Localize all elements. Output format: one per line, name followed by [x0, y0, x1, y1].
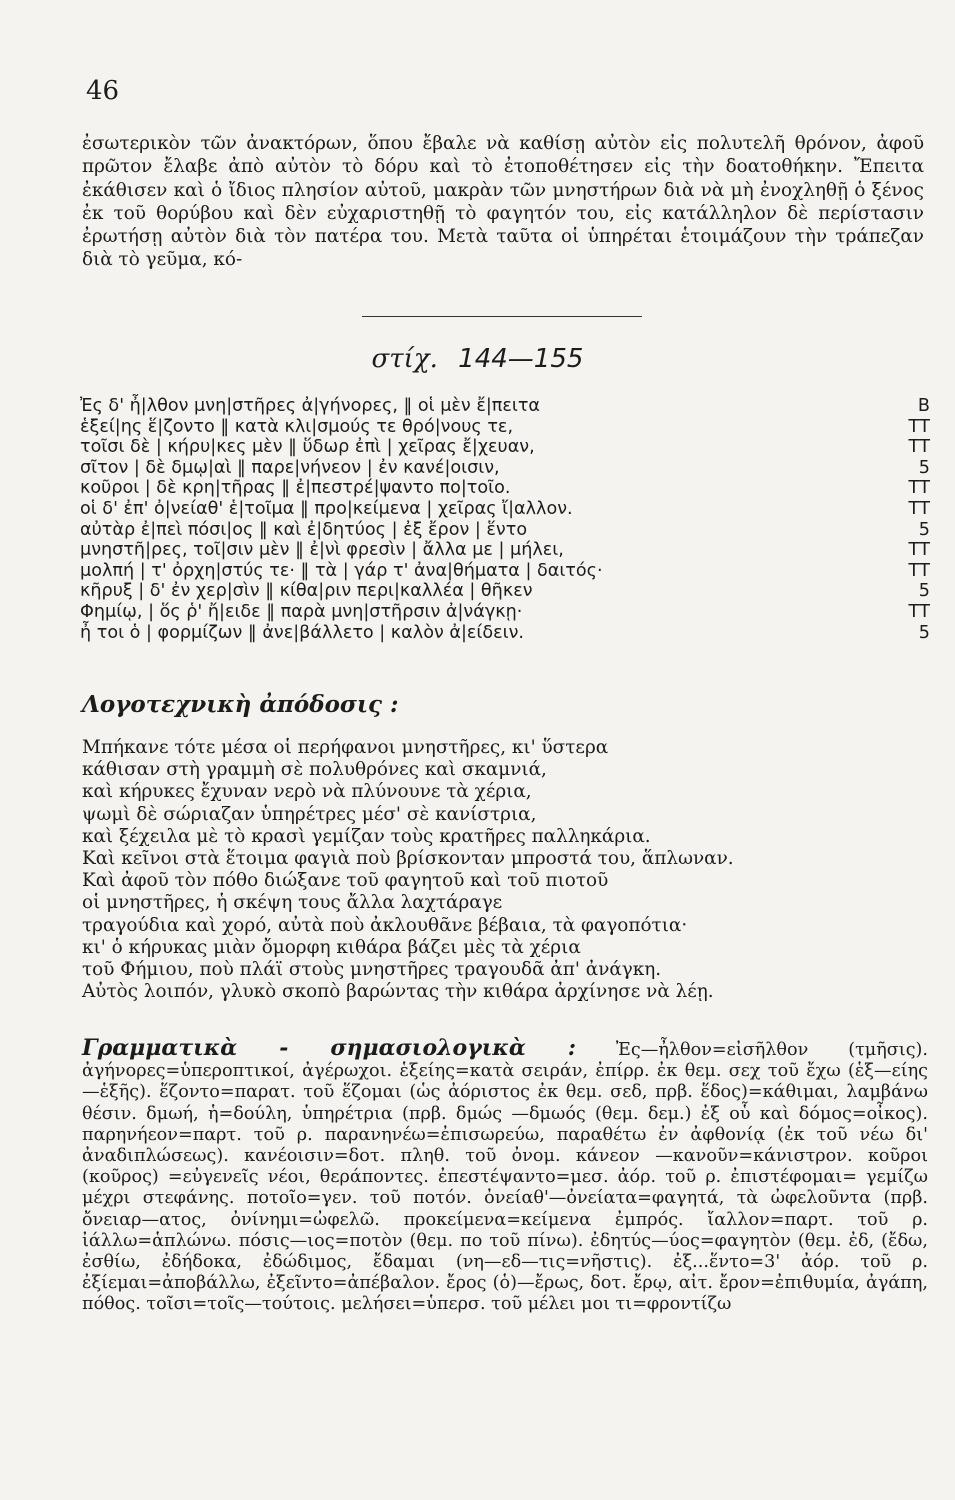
verse-marker: ΤΤ [908, 498, 930, 519]
verse-text: οἱ δ' ἐπ' ὀ|νείαθ' ἑ|τοῖμα ‖ προ|κείμενα | χεῖρας ἴ|αλλον. [80, 498, 573, 519]
grammar-notes [82, 1035, 929, 1316]
translation-block [82, 737, 924, 1003]
verse-marker: ΤΤ [908, 540, 930, 561]
verse-text: ἦ τοι ὁ | φορμίζων ‖ ἀνε|βάλλετο | καλὸν ἀ|είδειν. [80, 622, 525, 643]
verse-line [80, 540, 930, 561]
verse-line [80, 478, 930, 499]
translation-line: Καὶ κεῖνοι στὰ ἕτοιμα φαγιὰ ποὺ βρίσκονταν μπροστά του, ἅπλωναν. [82, 848, 734, 870]
verse-marker: ΤΤ [908, 478, 930, 499]
translation-line: ψωμὶ δὲ σώριαζαν ὑπηρέτρες μέσ' σὲ κανίστρια, [82, 803, 537, 825]
verse-heading [0, 344, 955, 374]
verse-marker: ΤΤ [908, 416, 930, 437]
verse-text: σῖτον | δὲ δμῳ|αὶ ‖ παρε|νήνεον | ἐν κανέ|οισιν, [80, 457, 500, 478]
translation-line: τοῦ Φήμιου, ποὺ πλάϊ στοὺς μνηστῆρες τραγουδᾶ ἀπ' ἀνάγκη. [82, 959, 662, 981]
verse-text: Φημίῳ, | ὅς ῥ' ἤ|ειδε ‖ παρὰ μνη|στῆρσιν ἀ|νάγκῃ· [80, 601, 523, 622]
translation-line: οἱ μνηστῆρες, ἡ σκέψη τους ἄλλα λαχτάραγε [82, 892, 503, 914]
grammar-text: Ἐς—ἦλθον=εἰσῆλθον (τμῆσις). ἀγήνορες=ὑπεροπτικοί, ἀγέρωχοι. ἑξείης=κατὰ σειράν, ἐπίρρ. ἐκ θεμ. σεχ τοῦ ἔχω (ἑξ—είης—ἑξῆς). ἕζοντο=παρατ. τοῦ ἕζομαι (ὡς ἀόριστος ἐκ θεμ. σεδ, πρβ. ἕδος)=κάθιμαι, λαμβάνω θέσιν. δμωή, ἡ=δούλη, ὑπηρέτρια (πρβ. δμώς —δμωός (θεμ. δεμ.) ἐξ οὗ καὶ δόμος=οἶκος). παρηνήεον=παρτ. τοῦ ρ. παρανηνέω=ἐπισωρεύω, παραθέτω ἐν ἀφθονίᾳ (ἐκ τοῦ νέω δι' ἀναδιπλώσεως). κανέοισιν=δοτ. πληθ. τοῦ ὀνομ. κάνεον —κανοῦν=κάνιστρον. κοῦροι (κοῦρος) =εὐγενεῖς νέοι, θεράποντες. ἐπεστέψαντο=μεσ. ἀόρ. τοῦ ρ. ἐπιστέφομαι= γεμίζω μέχρι στεφάνης. ποτοῖο=γεν. τοῦ ποτόν. ὀνείαθ'—ὀνείατα=φαγητά, τὰ ὠφελοῦντα (πρβ. ὄνειαρ—ατος, ὀνίνημι=ὠφελῶ. προκείμενα=κείμενα ἐμπρός. ἴαλλον=παρτ. τοῦ ρ. ἰάλλω=ἁπλώνω. πόσις—ιος=ποτὸν (θεμ. πο τοῦ πίνω). ἐδητύς—ύος=φαγητὸν (θεμ. ἐδ, (ἔδω, ἐσθίω, ἐδήδοκα, ἐδώδιμος, ἔδαμαι (νη—εδ—τις=νῆστις). ἐξ...ἕντο=3' ἀόρ. τοῦ ρ. ἐξίεμαι=ἀποβάλλω, ἐξεῖντο=ἀπέβαλον. ἔρος (ὁ)—ἔρως, δοτ. ἔρῳ, αἰτ. ἔρον=ἐπιθυμία, ἀγάπη, πόθος. τοῖσι=τοῖς—τούτοις. μελήσει=ὑπερσ. τοῦ μέλει μοι τι=φροντίζω [82, 1040, 929, 1315]
verse-text: μνηστῆ|ρες, τοῖ|σιν μὲν ‖ ἐ|νὶ φρεσὶν | ἄλλα με | μήλει, [80, 540, 564, 561]
verse-line [80, 561, 930, 582]
translation-line: καὶ κήρυκες ἔχυναν νερὸ νὰ πλύνουνε τὰ χέρια, [82, 781, 532, 803]
verse-heading-range: 144—155 [458, 344, 584, 374]
verse-marker: ΤΤ [908, 560, 930, 581]
grammar-paragraph [82, 1035, 929, 1316]
verse-marker: 5 [918, 622, 930, 643]
verse-text: ἑξεί|ης ἕ|ζοντο ‖ κατὰ κλι|σμούς τε θρό|νους τε, [80, 416, 514, 437]
grammar-heading: Γραμματικὰ - σημασιολογικὰ : [82, 1035, 576, 1061]
verse-text: κοῦροι | δὲ κρη|τῆρας ‖ ἐ|πεστρέ|ψαντο πο|τοῖο. [80, 478, 511, 499]
translation-line: τραγούδια καὶ χορό, αὐτὰ ποὺ ἀκλουθᾶνε βέβαια, τὰ φαγοπότια· [82, 914, 688, 936]
verse-marker: ΤΤ [908, 437, 930, 458]
translation-line: κι' ὁ κήρυκας μιὰν ὄμορφη κιθάρα βάζει μὲς τὰ χέρια [82, 936, 581, 958]
verse-line [80, 520, 930, 541]
verse-text: τοῖσι δὲ | κήρυ|κες μὲν ‖ ὕδωρ ἐπὶ | χεῖρας ἔ|χευαν, [80, 437, 535, 458]
verse-line [80, 581, 930, 602]
verse-marker: ΤΤ [908, 601, 930, 622]
verse-text: μολπή | τ' ὀρχη|στύς τε· ‖ τὰ | γάρ τ' ἀνα|θήματα | δαιτός· [80, 560, 603, 581]
verse-marker: 5 [918, 519, 930, 540]
page-number: 46 [86, 76, 120, 106]
verse-line [80, 499, 930, 520]
translation-line: Καὶ ἀφοῦ τὸν πόθο διώξανε τοῦ φαγητοῦ καὶ τοῦ πιοτοῦ [82, 870, 609, 892]
translation-line: Μπήκανε τότε μέσα οἱ περήφανοι μνηστῆρες, κι' ὕστερα [82, 737, 609, 758]
verse-heading-label: στίχ. [371, 344, 438, 374]
verse-line [80, 417, 930, 438]
translation-line: Αὐτὸς λοιπόν, γλυκὸ σκοπὸ βαρώντας τὴν κιθάρα ἀρχίνησε νὰ λέῃ. [82, 981, 714, 1003]
translation-line: κάθισαν στὴ γραμμὴ σὲ πολυθρόνες καὶ σκαμνιά, [82, 759, 547, 781]
verse-marker: 5 [918, 581, 930, 602]
verse-line [80, 396, 930, 417]
prose-paragraph [82, 132, 924, 272]
verse-line [80, 458, 930, 479]
prose-text: ἐσωτερικὸν τῶν ἀνακτόρων, ὅπου ἔβαλε νὰ καθίσῃ αὐτὸν εἰς πολυτελῆ θρόνον, ἀφοῦ πρῶτον ἔλαβε ἀπὸ αὐτὸν τὸ δόρυ καὶ τὸ ἐτοποθέτησεν εἰς τὴν δοατοθήκην. Ἔπειτα ἐκάθισεν καὶ ὁ ἴδιος πλησίον αὐτοῦ, μακρὰν τῶν μνηστήρων διὰ νὰ μὴ ἐνοχληθῇ ὁ ξένος ἐκ τοῦ θορύβου καὶ δὲν εὐχαριστηθῇ τὸ φαγητόν του, εἰς κατάλληλον δὲ περίστασιν ἐρωτήσῃ αὐτὸν διὰ τὸν πατέρα του. Μετὰ ταῦτα οἱ ὑπηρέται ἑτοιμάζουν τὴν τράπεζαν διὰ τὸ γεῦμα, κό- [82, 133, 924, 271]
verse-line [80, 437, 930, 458]
verse-line [80, 602, 930, 623]
verse-block [80, 396, 930, 643]
verse-marker: Β [917, 396, 930, 416]
verse-text: κῆρυξ | δ' ἐν χερ|σὶν ‖ κίθα|ριν περι|καλλέα | θῆκεν [80, 581, 533, 602]
verse-line [80, 623, 930, 644]
section-rule [362, 316, 642, 317]
verse-text: Ἐς δ' ἦ|λθον μνη|στῆρες ἀ|γήνορες, ‖ οἱ μὲν ἔ|πειτα [80, 396, 541, 416]
translation-title: Λογοτεχνικὴ ἀπόδοσις : [82, 691, 399, 718]
verse-text: αὐτὰρ ἐ|πεὶ πόσι|ος ‖ καὶ ἐ|δητύος | ἐξ ἔρον | ἕντο [80, 519, 528, 540]
translation-line: καὶ ξέχειλα μὲ τὸ κρασὶ γεμίζαν τοὺς κρατῆρες παλληκάρια. [82, 825, 651, 847]
verse-marker: 5 [918, 457, 930, 478]
